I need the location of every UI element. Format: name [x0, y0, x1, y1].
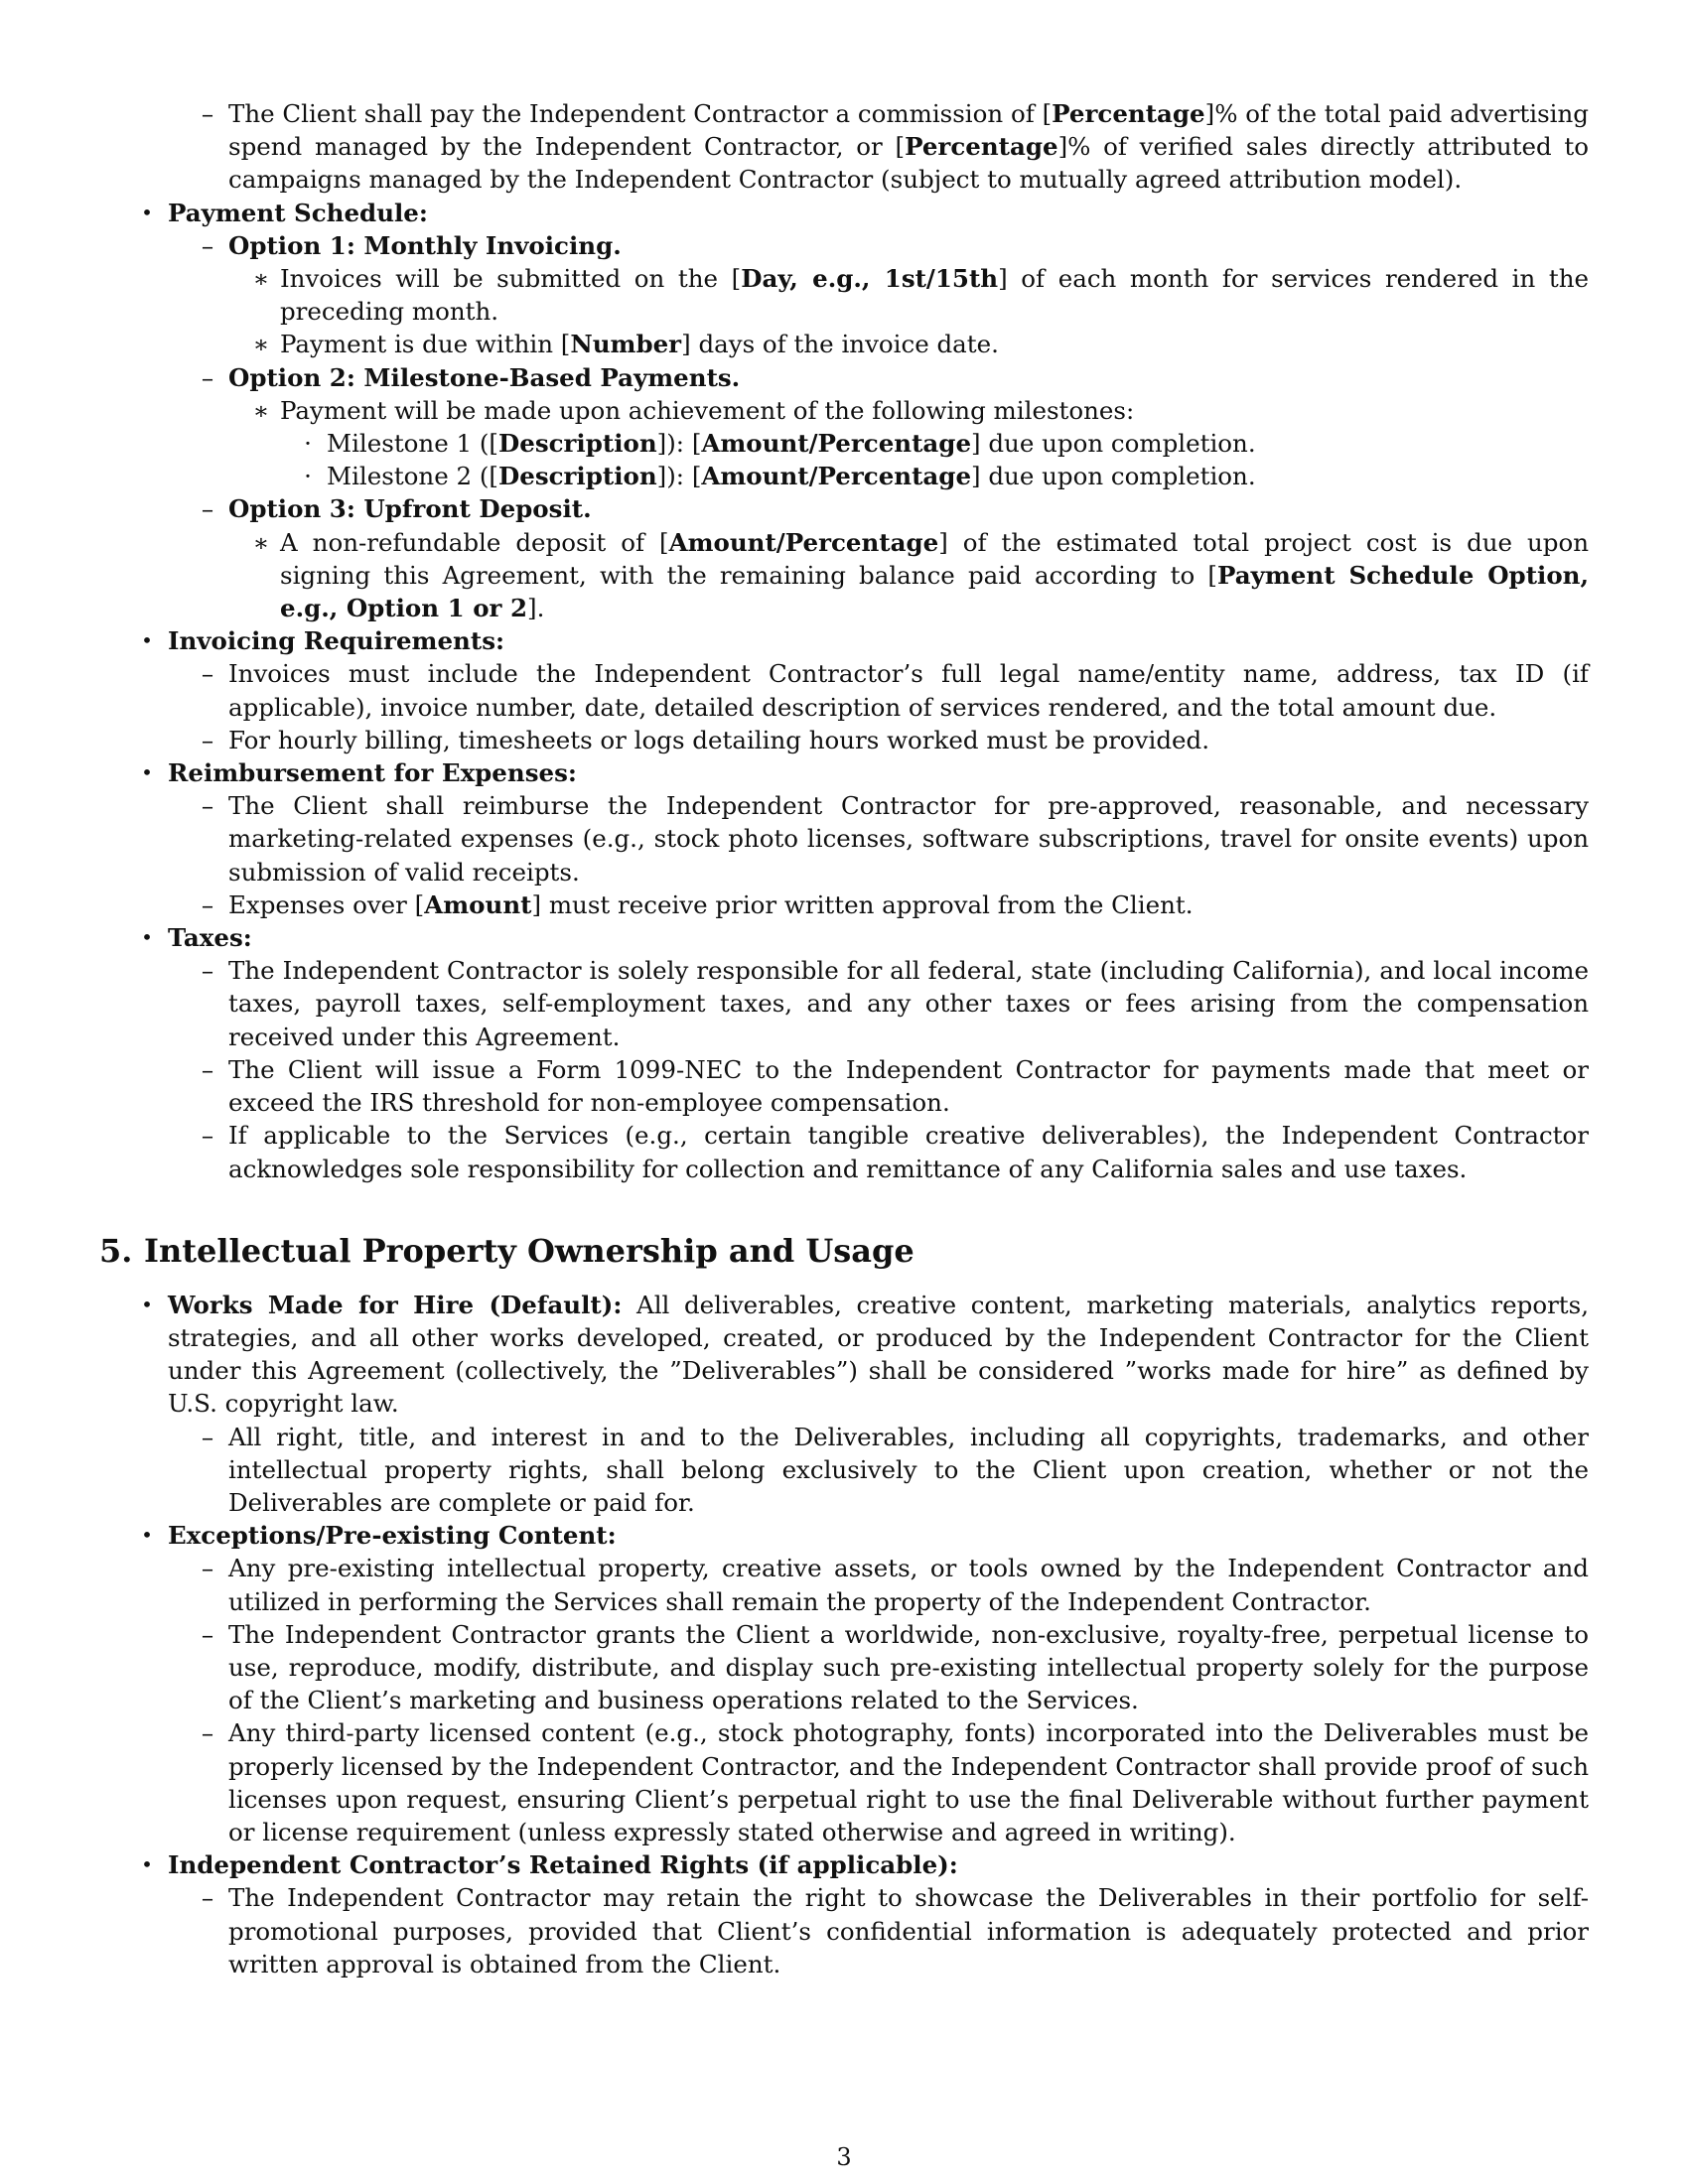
- invoice-contents-text: Invoices must include the Independent Contractor’s full legal name/entity name, address, tax ID (if applicable), invoice number, date, detailed description of services rendered, and the total amount due.: [228, 659, 1589, 722]
- list-item-retained-rights: [99, 1848, 1589, 1881]
- list-item-works-made-for-hire: [99, 1289, 1589, 1421]
- list-item-option-3: [99, 492, 1589, 525]
- list-item-payment-due: [99, 328, 1589, 360]
- reimbursement-terms-text: The Client shall reimburse the Independent Contractor for pre-approved, reasonable, and necessary marketing-related expenses (e.g., stock photo licenses, software subscriptions, travel for onsite events) upon submission of valid receipts.: [228, 791, 1589, 887]
- payment-schedule-heading: Payment Schedule:: [168, 198, 428, 227]
- section-5-heading: [99, 1231, 1589, 1271]
- bullet-marker: •: [141, 628, 153, 653]
- list-item-pre-existing-ip: [99, 1552, 1589, 1617]
- milestone-separator: ]): [: [656, 429, 702, 459]
- list-item-portfolio-rights: [99, 1881, 1589, 1980]
- dash-marker: –: [201, 494, 214, 524]
- milestone-description-placeholder: Description: [497, 429, 657, 459]
- milestone-amount-placeholder: Amount/Percentage: [701, 462, 972, 491]
- list-item-milestone-1: [99, 427, 1589, 460]
- deposit-text-2: ] of the estimated total project cost is due upon signing this Agreement, with the remaining balance paid according to [: [280, 527, 1590, 590]
- bullet-marker: •: [141, 1852, 153, 1877]
- pre-existing-ip-text: Any pre-existing intellectual property, creative assets, or tools owned by the Independent Contractor and utilized in performing the Services shall remain the property of the Independent Contractor.: [228, 1554, 1589, 1616]
- dash-marker: –: [201, 99, 214, 128]
- dot-marker: ·: [304, 429, 312, 459]
- sales-tax-text: If applicable to the Services (e.g., certain tangible creative deliverables), the Independent Contractor acknowledges sole responsibility for collection and remittance of any California sales and use taxes.: [228, 1121, 1589, 1183]
- bullet-marker: •: [141, 760, 153, 785]
- deposit-text-1: A non-refundable deposit of [: [280, 527, 669, 557]
- milestone-prefix: Milestone 2 ([: [327, 462, 498, 491]
- commission-placeholder-1: Percentage: [1052, 99, 1205, 128]
- milestone-description-placeholder: Description: [497, 462, 657, 491]
- expense-approval-text-1: Expenses over [: [228, 889, 425, 919]
- dash-marker: –: [201, 889, 214, 919]
- deposit-text-3: ].: [527, 594, 545, 623]
- milestone-suffix: ] due upon completion.: [971, 429, 1256, 459]
- asterisk-marker: ∗: [252, 264, 270, 294]
- section-number: 5.: [99, 1231, 133, 1270]
- payment-due-text-2: ] days of the invoice date.: [681, 330, 999, 359]
- list-item-expense-approval: [99, 888, 1589, 921]
- page-number: 3: [836, 2143, 852, 2171]
- list-item-invoicing-requirements: [99, 624, 1589, 657]
- license-grant-text: The Independent Contractor grants the Client a worldwide, non-exclusive, royalty-free, perpetual license to use, reproduce, modify, distribute, and display such pre-existing intellectual property solely for the purpose of the Client’s marketing and business operations related to the Services.: [228, 1619, 1589, 1715]
- list-item-tax-responsibility: [99, 954, 1589, 1053]
- list-item-license-grant: [99, 1618, 1589, 1717]
- list-item-commission: [99, 97, 1589, 197]
- list-item-milestone-intro: [99, 394, 1589, 427]
- retained-rights-heading: Independent Contractor’s Retained Rights (if applicable):: [168, 1850, 958, 1880]
- dash-marker: –: [201, 1718, 214, 1748]
- works-made-for-hire-text: All deliverables, creative content, marketing materials, analytics reports, strategies, and all other works developed, created, or produced by the Independent Contractor for the Client under this Agreement (collectively, the ”Deliverables”) shall be considered ”works made for hire” as defined by U.S. copyright law.: [168, 1290, 1589, 1419]
- invoice-day-placeholder: Day, e.g., 1st/15th: [741, 264, 999, 294]
- commission-text-3: ]% of verified sales directly attributed to campaigns managed by the Independent Contractor (subject to mutually agreed attribution model).: [228, 132, 1589, 195]
- list-item-deposit: [99, 526, 1589, 625]
- bullet-marker: •: [141, 1292, 153, 1316]
- invoice-submission-text-1: Invoices will be submitted on the [: [280, 264, 742, 294]
- dash-marker: –: [201, 1554, 214, 1583]
- dot-marker: ·: [304, 462, 312, 491]
- form-1099-text: The Client will issue a Form 1099-NEC to the Independent Contractor for payments made that meet or exceed the IRS threshold for non-employee compensation.: [228, 1054, 1589, 1118]
- dash-marker: –: [201, 725, 214, 754]
- deposit-schedule-placeholder: Payment Schedule Option, e.g., Option 1 or 2: [280, 560, 1589, 623]
- invoicing-heading: Invoicing Requirements:: [168, 626, 505, 656]
- expense-approval-text-2: ] must receive prior written approval from the Client.: [531, 889, 1194, 919]
- list-item-option-1: [99, 229, 1589, 262]
- expense-amount-placeholder: Amount: [424, 889, 532, 919]
- option-2-heading: Option 2: Milestone-Based Payments.: [228, 362, 741, 392]
- section-title: Intellectual Property Ownership and Usage: [144, 1231, 914, 1270]
- dash-marker: –: [201, 230, 214, 260]
- list-item-third-party-content: [99, 1716, 1589, 1848]
- dash-marker: –: [201, 362, 214, 392]
- document-body: [99, 97, 1589, 1980]
- reimbursement-heading: Reimbursement for Expenses:: [168, 758, 577, 788]
- dash-marker: –: [201, 791, 214, 821]
- portfolio-rights-text: The Independent Contractor may retain the right to showcase the Deliverables in their portfolio for self-promotional purposes, provided that Client’s confidential information is adequately protected and prior written approval is obtained from the Client.: [228, 1883, 1589, 1979]
- dash-marker: –: [201, 1883, 214, 1913]
- bullet-marker: •: [141, 1523, 153, 1548]
- milestone-prefix: Milestone 1 ([: [327, 429, 498, 459]
- list-item-exceptions: [99, 1519, 1589, 1552]
- tax-responsibility-text: The Independent Contractor is solely responsible for all federal, state (including California), and local income taxes, payroll taxes, self-employment taxes, and any other taxes or fees arising from the compensation received under this Agreement.: [228, 956, 1589, 1051]
- list-item-payment-schedule: [99, 197, 1589, 229]
- dash-marker: –: [201, 1054, 214, 1084]
- list-item-taxes: [99, 921, 1589, 954]
- dash-marker: –: [201, 1121, 214, 1151]
- list-item-option-2: [99, 361, 1589, 394]
- asterisk-marker: ∗: [252, 395, 270, 425]
- dash-marker: –: [201, 1422, 214, 1451]
- exceptions-heading: Exceptions/Pre-existing Content:: [168, 1521, 617, 1551]
- list-item-invoice-submission: [99, 262, 1589, 328]
- payment-due-text-1: Payment is due within [: [280, 330, 571, 359]
- taxes-heading: Taxes:: [168, 923, 252, 953]
- milestone-separator: ]): [: [656, 462, 702, 491]
- milestone-intro-text: Payment will be made upon achievement of the following milestones:: [280, 395, 1135, 425]
- list-item-form-1099: [99, 1053, 1589, 1119]
- hourly-billing-text: For hourly billing, timesheets or logs detailing hours worked must be provided.: [228, 725, 1209, 754]
- list-item-invoice-contents: [99, 657, 1589, 723]
- payment-due-placeholder: Number: [570, 330, 682, 359]
- list-item-hourly-billing: [99, 724, 1589, 756]
- milestone-suffix: ] due upon completion.: [971, 462, 1256, 491]
- dash-marker: –: [201, 659, 214, 689]
- dash-marker: –: [201, 1619, 214, 1649]
- asterisk-marker: ∗: [252, 527, 270, 557]
- list-item-ownership: [99, 1421, 1589, 1520]
- option-1-heading: Option 1: Monthly Invoicing.: [228, 230, 622, 260]
- milestone-amount-placeholder: Amount/Percentage: [701, 429, 972, 459]
- list-item-reimbursement-terms: [99, 789, 1589, 888]
- option-3-heading: Option 3: Upfront Deposit.: [228, 494, 592, 524]
- list-item-reimbursement: [99, 756, 1589, 789]
- bullet-marker: •: [141, 200, 153, 224]
- asterisk-marker: ∗: [252, 330, 270, 359]
- ownership-text: All right, title, and interest in and to the Deliverables, including all copyrights, trademarks, and other intellectual property rights, shall belong exclusively to the Client upon creation, whether or not the Deliverables are complete or paid for.: [228, 1422, 1589, 1517]
- commission-text-1: The Client shall pay the Independent Contractor a commission of [: [228, 99, 1053, 128]
- invoice-submission-text-2: ] of each month for services rendered in the preceding month.: [280, 264, 1589, 327]
- deposit-amount-placeholder: Amount/Percentage: [668, 527, 939, 557]
- list-item-milestone-2: [99, 460, 1589, 492]
- third-party-content-text: Any third-party licensed content (e.g., stock photography, fonts) incorporated into the Deliverables must be properly licensed by the Independent Contractor, and the Independent Contractor shall provide proof of such licenses upon request, ensuring Client’s perpetual right to use the final Deliverable without further payment or license requirement (unless expressly stated otherwise and agreed in writing).: [228, 1718, 1589, 1846]
- list-item-sales-tax: [99, 1119, 1589, 1184]
- works-made-for-hire-heading: Works Made for Hire (Default):: [168, 1290, 623, 1319]
- commission-text-2: ]% of the total paid advertising spend managed by the Independent Contractor, or [: [228, 99, 1589, 162]
- bullet-marker: •: [141, 925, 153, 950]
- commission-placeholder-2: Percentage: [905, 132, 1058, 162]
- dash-marker: –: [201, 956, 214, 986]
